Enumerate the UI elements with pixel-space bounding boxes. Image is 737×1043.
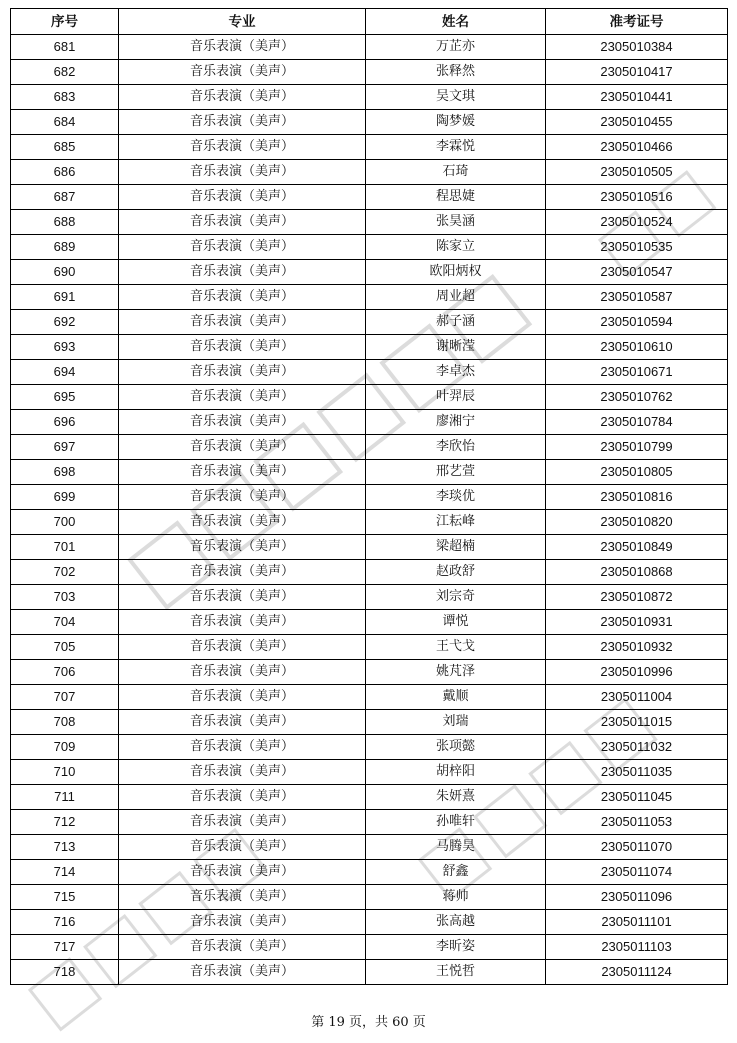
table-row — [11, 110, 728, 135]
serial-cell: 698 — [11, 460, 119, 485]
table-row — [11, 585, 728, 610]
major-cell: 音乐表演（美声） — [119, 310, 366, 335]
major-cell: 音乐表演（美声） — [119, 35, 366, 60]
student-name-cell: 王弋戈 — [366, 635, 546, 660]
serial-cell: 700 — [11, 510, 119, 535]
header-exam-id: 准考证号 — [546, 9, 728, 35]
exam-id-cell: 2305011035 — [546, 760, 728, 785]
table-row — [11, 535, 728, 560]
major-cell: 音乐表演（美声） — [119, 660, 366, 685]
student-name-cell: 李霖悦 — [366, 135, 546, 160]
table-row — [11, 485, 728, 510]
student-name-cell: 姚芃泽 — [366, 660, 546, 685]
major-cell: 音乐表演（美声） — [119, 335, 366, 360]
header-major: 专业 — [119, 9, 366, 35]
serial-cell: 695 — [11, 385, 119, 410]
serial-cell: 718 — [11, 960, 119, 985]
serial-cell: 696 — [11, 410, 119, 435]
major-cell: 音乐表演（美声） — [119, 210, 366, 235]
major-cell: 音乐表演（美声） — [119, 785, 366, 810]
exam-id-cell: 2305011015 — [546, 710, 728, 735]
serial-cell: 713 — [11, 835, 119, 860]
student-name-cell: 张昊涵 — [366, 210, 546, 235]
table-row — [11, 560, 728, 585]
table-row — [11, 510, 728, 535]
table-row — [11, 960, 728, 985]
exam-id-cell: 2305010872 — [546, 585, 728, 610]
student-name-cell: 江耘峰 — [366, 510, 546, 535]
serial-cell: 707 — [11, 685, 119, 710]
exam-id-cell: 2305011103 — [546, 935, 728, 960]
serial-cell: 705 — [11, 635, 119, 660]
exam-id-cell: 2305010524 — [546, 210, 728, 235]
major-cell: 音乐表演（美声） — [119, 410, 366, 435]
major-cell: 音乐表演（美声） — [119, 185, 366, 210]
major-cell: 音乐表演（美声） — [119, 385, 366, 410]
table-row — [11, 885, 728, 910]
student-name-cell: 朱妍熹 — [366, 785, 546, 810]
table-row — [11, 85, 728, 110]
exam-id-cell: 2305010762 — [546, 385, 728, 410]
exam-id-cell: 2305010996 — [546, 660, 728, 685]
major-cell: 音乐表演（美声） — [119, 560, 366, 585]
table-body — [11, 35, 728, 985]
table-row — [11, 610, 728, 635]
serial-cell: 717 — [11, 935, 119, 960]
table-row — [11, 835, 728, 860]
serial-cell: 690 — [11, 260, 119, 285]
student-name-cell: 胡梓阳 — [366, 760, 546, 785]
table-row — [11, 460, 728, 485]
student-name-cell: 张项懿 — [366, 735, 546, 760]
student-name-cell: 谢晰滢 — [366, 335, 546, 360]
table-row — [11, 60, 728, 85]
student-name-cell: 张释然 — [366, 60, 546, 85]
serial-cell: 709 — [11, 735, 119, 760]
table-row — [11, 860, 728, 885]
student-name-cell: 陶梦媛 — [366, 110, 546, 135]
table-row — [11, 135, 728, 160]
major-cell: 音乐表演（美声） — [119, 760, 366, 785]
exam-id-cell: 2305010931 — [546, 610, 728, 635]
table-row — [11, 935, 728, 960]
serial-cell: 701 — [11, 535, 119, 560]
major-cell: 音乐表演（美声） — [119, 710, 366, 735]
student-name-cell: 李卓杰 — [366, 360, 546, 385]
student-name-cell: 刘宗奇 — [366, 585, 546, 610]
serial-cell: 681 — [11, 35, 119, 60]
header-name: 姓名 — [366, 9, 546, 35]
table-row — [11, 435, 728, 460]
exam-id-cell: 2305010535 — [546, 235, 728, 260]
exam-id-cell: 2305010505 — [546, 160, 728, 185]
serial-cell: 702 — [11, 560, 119, 585]
table-row — [11, 660, 728, 685]
exam-id-cell: 2305011032 — [546, 735, 728, 760]
exam-id-cell: 2305010466 — [546, 135, 728, 160]
major-cell: 音乐表演（美声） — [119, 160, 366, 185]
major-cell: 音乐表演（美声） — [119, 60, 366, 85]
major-cell: 音乐表演（美声） — [119, 260, 366, 285]
student-name-cell: 谭悦 — [366, 610, 546, 635]
exam-id-cell: 2305011053 — [546, 810, 728, 835]
table-row — [11, 410, 728, 435]
exam-id-cell: 2305010849 — [546, 535, 728, 560]
student-name-cell: 李昕姿 — [366, 935, 546, 960]
exam-id-cell: 2305010816 — [546, 485, 728, 510]
exam-id-cell: 2305011096 — [546, 885, 728, 910]
exam-id-cell: 2305010547 — [546, 260, 728, 285]
table-row — [11, 710, 728, 735]
exam-id-cell: 2305010587 — [546, 285, 728, 310]
serial-cell: 685 — [11, 135, 119, 160]
exam-id-cell: 2305010610 — [546, 335, 728, 360]
serial-cell: 687 — [11, 185, 119, 210]
exam-id-cell: 2305011074 — [546, 860, 728, 885]
student-name-cell: 王悦哲 — [366, 960, 546, 985]
student-name-cell: 梁超楠 — [366, 535, 546, 560]
table-row — [11, 185, 728, 210]
exam-id-cell: 2305010671 — [546, 360, 728, 385]
major-cell: 音乐表演（美声） — [119, 860, 366, 885]
table-row — [11, 235, 728, 260]
serial-cell: 694 — [11, 360, 119, 385]
serial-cell: 706 — [11, 660, 119, 685]
major-cell: 音乐表演（美声） — [119, 510, 366, 535]
major-cell: 音乐表演（美声） — [119, 885, 366, 910]
exam-id-cell: 2305010805 — [546, 460, 728, 485]
table-row — [11, 385, 728, 410]
student-name-cell: 廖湘宁 — [366, 410, 546, 435]
student-name-cell: 张高越 — [366, 910, 546, 935]
table-row — [11, 260, 728, 285]
major-cell: 音乐表演（美声） — [119, 285, 366, 310]
table-row — [11, 910, 728, 935]
table-row — [11, 635, 728, 660]
exam-id-cell: 2305011004 — [546, 685, 728, 710]
serial-cell: 711 — [11, 785, 119, 810]
major-cell: 音乐表演（美声） — [119, 735, 366, 760]
serial-cell: 683 — [11, 85, 119, 110]
exam-id-cell: 2305011101 — [546, 910, 728, 935]
table-row — [11, 210, 728, 235]
exam-id-cell: 2305011045 — [546, 785, 728, 810]
major-cell: 音乐表演（美声） — [119, 635, 366, 660]
major-cell: 音乐表演（美声） — [119, 910, 366, 935]
exam-id-cell: 2305011124 — [546, 960, 728, 985]
exam-id-cell: 2305010384 — [546, 35, 728, 60]
serial-cell: 703 — [11, 585, 119, 610]
serial-cell: 691 — [11, 285, 119, 310]
student-name-cell: 周业超 — [366, 285, 546, 310]
major-cell: 音乐表演（美声） — [119, 810, 366, 835]
major-cell: 音乐表演（美声） — [119, 110, 366, 135]
exam-id-cell: 2305010594 — [546, 310, 728, 335]
table-row — [11, 35, 728, 60]
major-cell: 音乐表演（美声） — [119, 935, 366, 960]
exam-id-cell: 2305010417 — [546, 60, 728, 85]
exam-id-cell: 2305010799 — [546, 435, 728, 460]
major-cell: 音乐表演（美声） — [119, 535, 366, 560]
exam-id-cell: 2305010820 — [546, 510, 728, 535]
serial-cell: 715 — [11, 885, 119, 910]
student-name-cell: 石琦 — [366, 160, 546, 185]
major-cell: 音乐表演（美声） — [119, 360, 366, 385]
serial-cell: 689 — [11, 235, 119, 260]
student-name-cell: 欧阳炳权 — [366, 260, 546, 285]
header-serial: 序号 — [11, 9, 119, 35]
major-cell: 音乐表演（美声） — [119, 460, 366, 485]
table-row — [11, 310, 728, 335]
exam-id-cell: 2305010455 — [546, 110, 728, 135]
student-name-cell: 孙唯轩 — [366, 810, 546, 835]
major-cell: 音乐表演（美声） — [119, 435, 366, 460]
student-name-cell: 陈家立 — [366, 235, 546, 260]
table-row — [11, 160, 728, 185]
serial-cell: 686 — [11, 160, 119, 185]
major-cell: 音乐表演（美声） — [119, 85, 366, 110]
serial-cell: 693 — [11, 335, 119, 360]
student-name-cell: 李欣怡 — [366, 435, 546, 460]
student-name-cell: 赵政舒 — [366, 560, 546, 585]
serial-cell: 697 — [11, 435, 119, 460]
header-row — [11, 9, 728, 35]
exam-id-cell: 2305010441 — [546, 85, 728, 110]
student-name-cell: 郝子涵 — [366, 310, 546, 335]
table-row — [11, 760, 728, 785]
serial-cell: 712 — [11, 810, 119, 835]
serial-cell: 714 — [11, 860, 119, 885]
serial-cell: 688 — [11, 210, 119, 235]
admission-list-table — [10, 8, 728, 985]
major-cell: 音乐表演（美声） — [119, 135, 366, 160]
student-name-cell: 蒋帅 — [366, 885, 546, 910]
serial-cell: 682 — [11, 60, 119, 85]
major-cell: 音乐表演（美声） — [119, 485, 366, 510]
serial-cell: 704 — [11, 610, 119, 635]
student-name-cell: 万芷亦 — [366, 35, 546, 60]
table-row — [11, 810, 728, 835]
serial-cell: 699 — [11, 485, 119, 510]
page-footer: 第 19 页，共 60 页 — [311, 1015, 426, 1030]
exam-id-cell: 2305010516 — [546, 185, 728, 210]
student-name-cell: 戴顺 — [366, 685, 546, 710]
major-cell: 音乐表演（美声） — [119, 235, 366, 260]
table-row — [11, 685, 728, 710]
exam-id-cell: 2305011070 — [546, 835, 728, 860]
student-name-cell: 马腾昊 — [366, 835, 546, 860]
student-name-cell: 叶羿辰 — [366, 385, 546, 410]
major-cell: 音乐表演（美声） — [119, 685, 366, 710]
table-row — [11, 285, 728, 310]
table-row — [11, 785, 728, 810]
major-cell: 音乐表演（美声） — [119, 585, 366, 610]
major-cell: 音乐表演（美声） — [119, 610, 366, 635]
exam-id-cell: 2305010868 — [546, 560, 728, 585]
exam-id-cell: 2305010784 — [546, 410, 728, 435]
serial-cell: 708 — [11, 710, 119, 735]
table-row — [11, 360, 728, 385]
serial-cell: 716 — [11, 910, 119, 935]
student-name-cell: 吴文琪 — [366, 85, 546, 110]
student-name-cell: 邢艺萱 — [366, 460, 546, 485]
student-name-cell: 刘瑞 — [366, 710, 546, 735]
serial-cell: 710 — [11, 760, 119, 785]
serial-cell: 684 — [11, 110, 119, 135]
major-cell: 音乐表演（美声） — [119, 835, 366, 860]
exam-id-cell: 2305010932 — [546, 635, 728, 660]
student-name-cell: 李琰优 — [366, 485, 546, 510]
student-name-cell: 程思婕 — [366, 185, 546, 210]
serial-cell: 692 — [11, 310, 119, 335]
student-name-cell: 舒鑫 — [366, 860, 546, 885]
table-row — [11, 735, 728, 760]
table-row — [11, 335, 728, 360]
major-cell: 音乐表演（美声） — [119, 960, 366, 985]
